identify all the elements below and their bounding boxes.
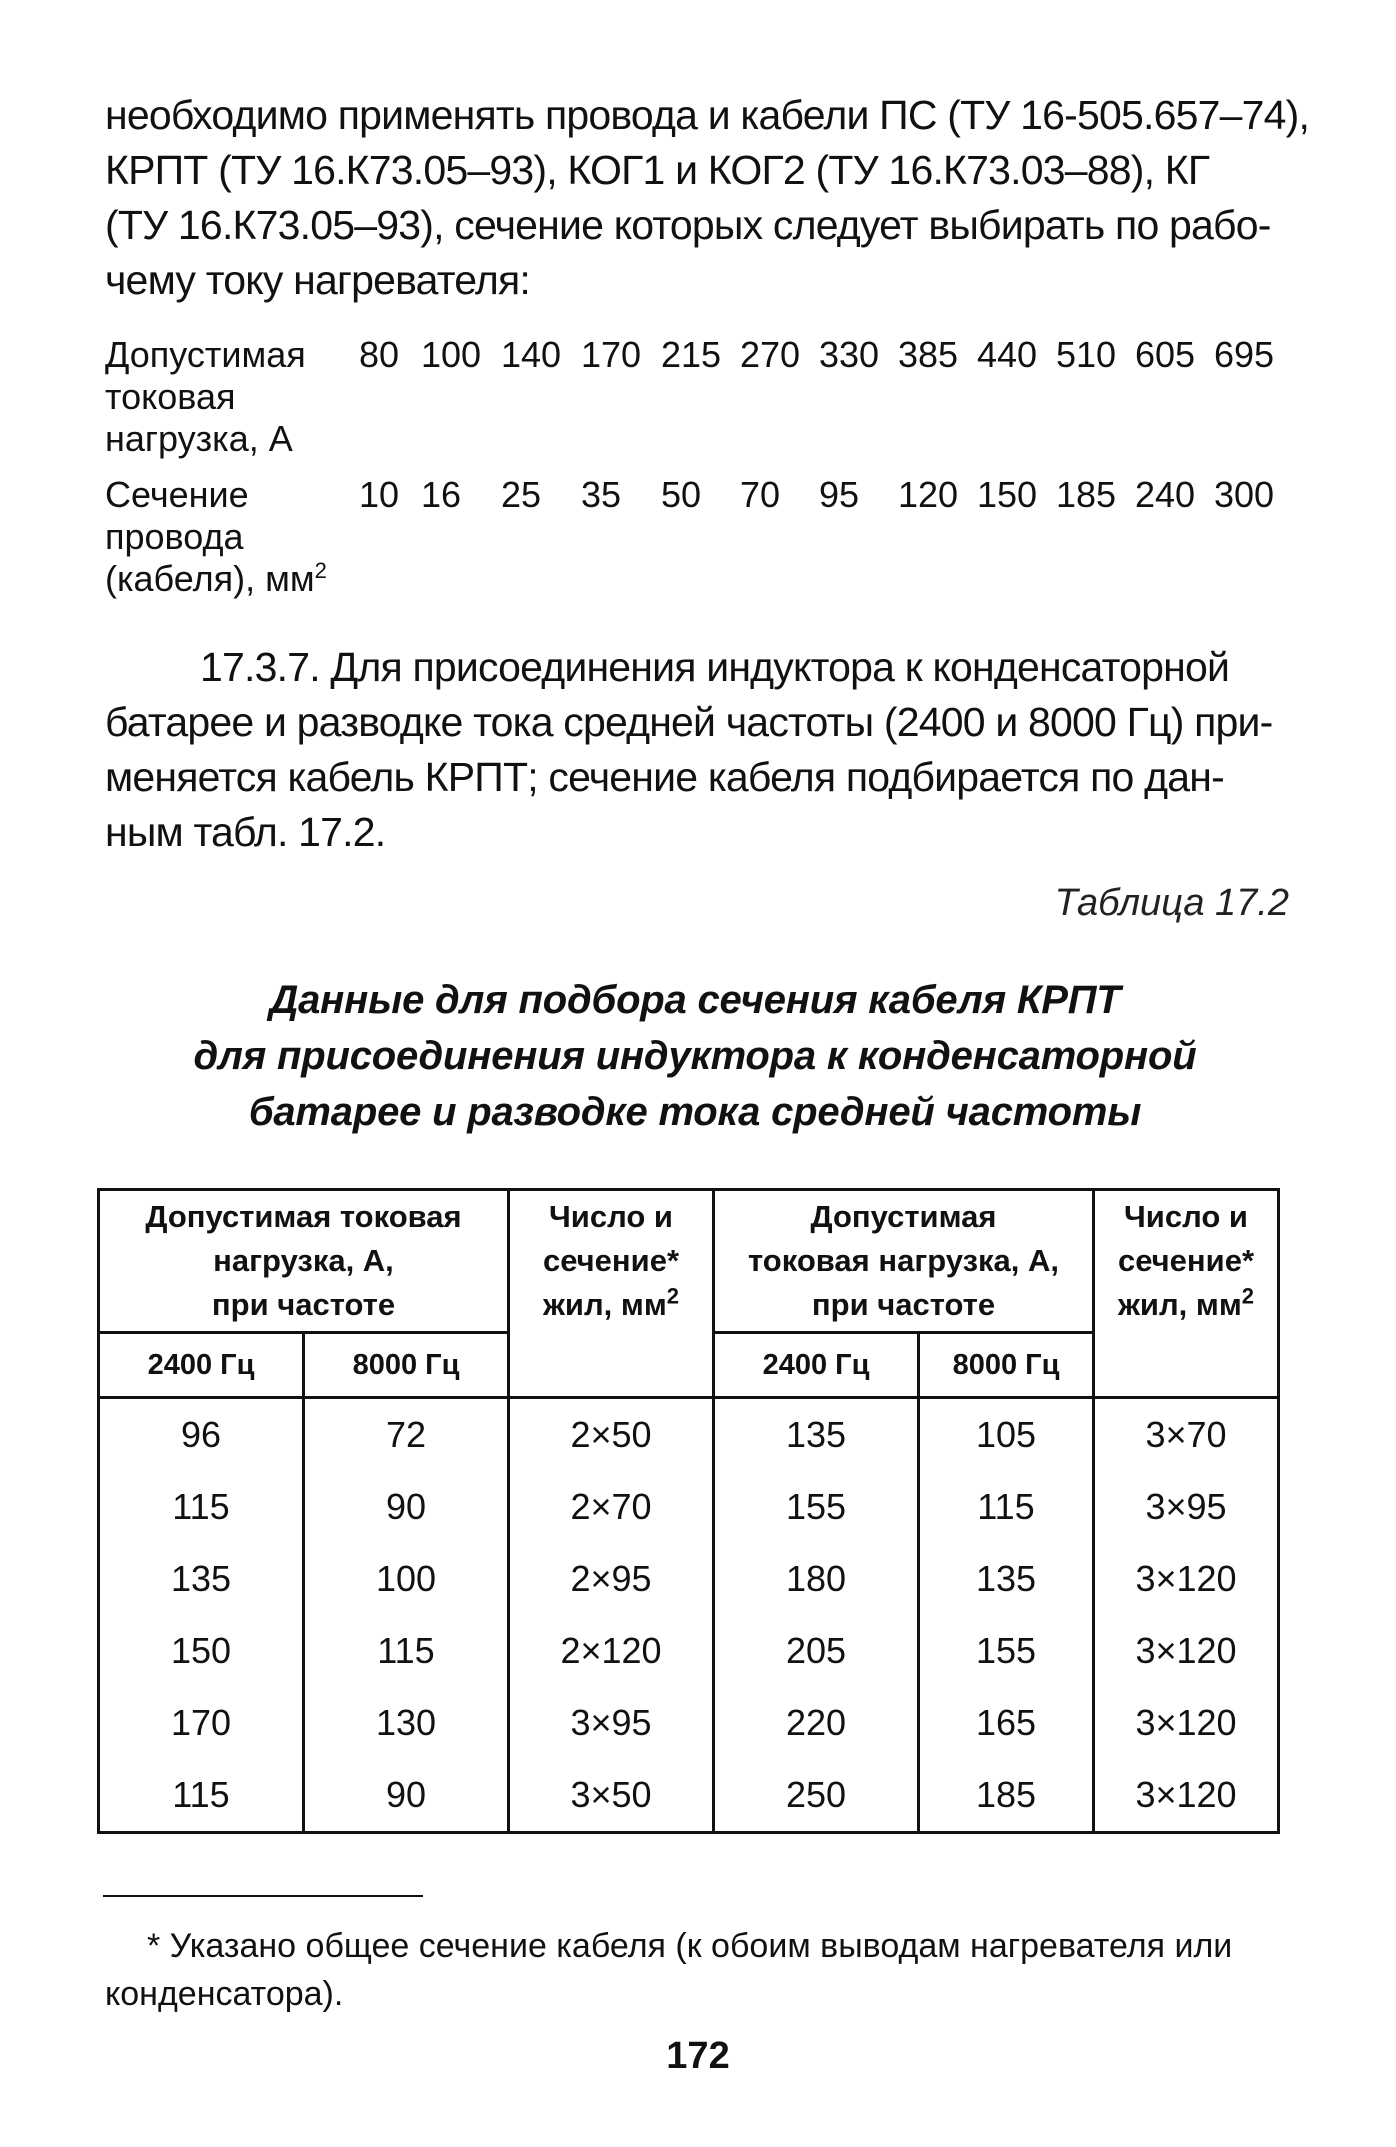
header-freq-8000-right: 8000 Гц bbox=[919, 1333, 1094, 1398]
section-value: 16 bbox=[421, 474, 462, 515]
table-row: 150 115 2×120 205 155 3×120 bbox=[99, 1615, 1279, 1687]
load-value: 215 bbox=[661, 334, 722, 375]
section-value: 240 bbox=[1135, 474, 1196, 515]
section-value: 10 bbox=[359, 474, 400, 515]
section-value: 50 bbox=[661, 474, 702, 515]
table-row: 135 100 2×95 180 135 3×120 bbox=[99, 1543, 1279, 1615]
section-value: 300 bbox=[1214, 474, 1275, 515]
footnote: * Указано общее сечение кабеля (к обоим выводам нагревателя или конденсатора). bbox=[105, 1927, 1233, 2013]
section-line: батарее и разводке тока средней частоты (2400 и 8000 Гц) при- bbox=[105, 699, 1273, 745]
section-value: 185 bbox=[1056, 474, 1117, 515]
load-value: 100 bbox=[421, 334, 482, 375]
load-value: 605 bbox=[1135, 334, 1196, 375]
section-line: 17.3.7. Для присоединения индуктора к конденсаторной bbox=[200, 644, 1230, 690]
load-value: 510 bbox=[1056, 334, 1117, 375]
header-count-left: Число и сечение* жил, $мм^2$ bbox=[509, 1190, 714, 1398]
load-value: 170 bbox=[581, 334, 642, 375]
intro-line: необходимо применять провода и кабели ПС (ТУ 16-505.657–74), bbox=[105, 92, 1310, 138]
footnote-divider bbox=[103, 1895, 423, 1897]
intro-paragraph bbox=[105, 88, 1310, 308]
intro-line: чему току нагревателя: bbox=[105, 257, 531, 303]
load-value: 140 bbox=[501, 334, 562, 375]
section-value: 120 bbox=[898, 474, 959, 515]
section-value: 35 bbox=[581, 474, 622, 515]
table-row: 170 130 3×95 220 165 3×120 bbox=[99, 1687, 1279, 1759]
intro-line: КРПТ (ТУ 16.К73.05–93), КОГ1 и КОГ2 (ТУ 16.К73.03–88), КГ bbox=[105, 147, 1210, 193]
cable-data-table bbox=[97, 1188, 1280, 1834]
table-title: Данные для подбора сечения кабеля КРПТ для присоединения индуктора к конденсаторной батарее и разводке тока средней частоты bbox=[193, 978, 1197, 1134]
load-value: 440 bbox=[977, 334, 1038, 375]
header-freq-2400-right: 2400 Гц bbox=[714, 1333, 919, 1398]
section-value: 70 bbox=[740, 474, 781, 515]
page-number: 172 bbox=[666, 2035, 730, 2077]
table-row: 115 90 3×50 250 185 3×120 bbox=[99, 1759, 1279, 1833]
load-value: 330 bbox=[819, 334, 880, 375]
header-freq-8000-left: 8000 Гц bbox=[304, 1333, 509, 1398]
intro-line: (ТУ 16.К73.05–93), сечение которых следует выбирать по рабо- bbox=[105, 202, 1271, 248]
load-value: 695 bbox=[1214, 334, 1275, 375]
section-value: 95 bbox=[819, 474, 860, 515]
load-value: 270 bbox=[740, 334, 801, 375]
section-value: 25 bbox=[501, 474, 542, 515]
section-line: меняется кабель КРПТ; сечение кабеля подбирается по дан- bbox=[105, 754, 1224, 800]
section-paragraph bbox=[105, 640, 1290, 860]
table-label: Таблица 17.2 bbox=[1054, 882, 1289, 924]
header-load-right: Допустимая токовая нагрузка, А, при частоте bbox=[714, 1190, 1094, 1333]
table-row: 115 90 2×70 155 115 3×95 bbox=[99, 1471, 1279, 1543]
header-load-left: Допустимая токовая нагрузка, А, при частоте bbox=[99, 1190, 509, 1333]
load-value: 385 bbox=[898, 334, 959, 375]
load-value: 80 bbox=[359, 334, 400, 375]
load-row-label: Допустимая токовая нагрузка, А bbox=[105, 334, 306, 459]
section-row-label: Сечение провода (кабеля), $мм^2$ bbox=[105, 474, 327, 599]
header-freq-2400-left: 2400 Гц bbox=[99, 1333, 304, 1398]
section-line: ным табл. 17.2. bbox=[105, 809, 386, 855]
section-value: 150 bbox=[977, 474, 1038, 515]
table-row: 96 72 2×50 135 105 3×70 bbox=[99, 1398, 1279, 1472]
header-count-right: Число и сечение* жил, $мм^2$ bbox=[1094, 1190, 1279, 1398]
